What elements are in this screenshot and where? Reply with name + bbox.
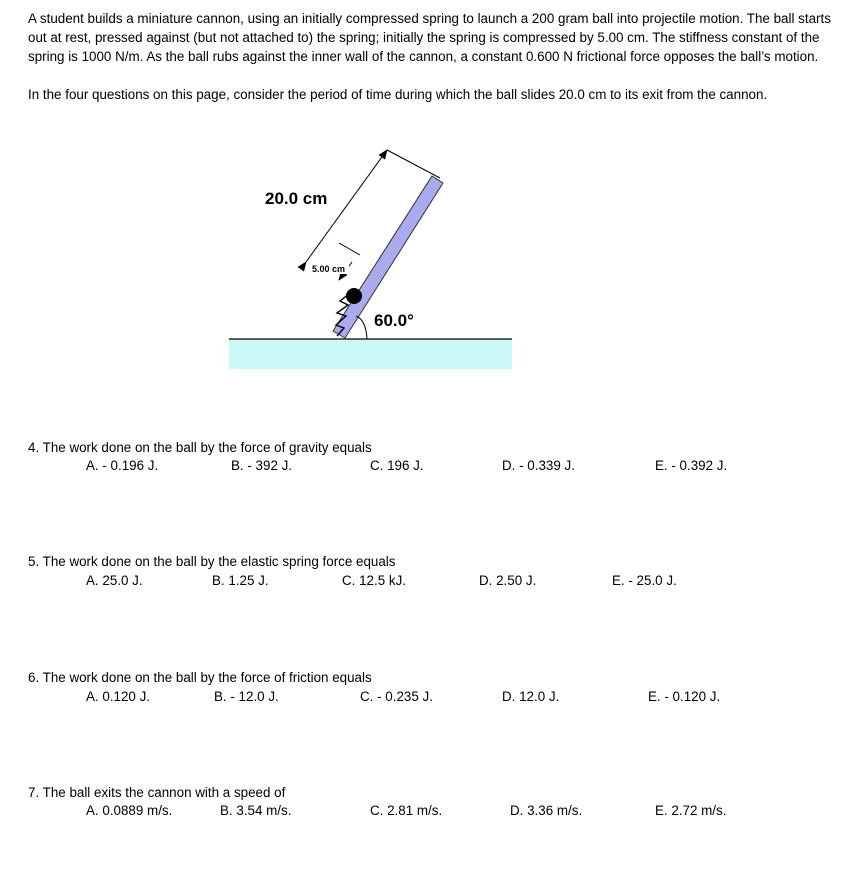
question-4-choice-b[interactable]: B. - 392 J. [231, 458, 293, 473]
question-4-choice-e[interactable]: E. - 0.392 J. [655, 458, 728, 473]
angle-label: 60.0° [374, 311, 414, 330]
question-5-choice-c[interactable]: C. 12.5 kJ. [342, 573, 407, 588]
question-5: 5. The work done on the ball by the elastic spring force equals [28, 554, 396, 569]
question-5-choice-d[interactable]: D. 2.50 J. [479, 573, 537, 588]
length-extension-line [387, 150, 440, 178]
question-6-choice-b[interactable]: B. - 12.0 J. [214, 689, 279, 704]
question-6-choice-d[interactable]: D. 12.0 J. [502, 689, 560, 704]
intro-paragraph-1: A student builds a miniature cannon, using an initially compressed spring to launch a 200 gram ball into projectile motion. The ball starts out at rest, pressed against (but not attached to) the spring; initially the spring is compressed by 5.00 cm. The stiffness constant of the spring is 1000 N/m. As the ball rubs against the inner wall of the cannon, a constant 0.600 N frictional force opposes the ball’s motion. [28, 11, 831, 64]
question-5-choice-e[interactable]: E. - 25.0 J. [612, 573, 677, 588]
question-5-choice-b[interactable]: B. 1.25 J. [212, 573, 269, 588]
question-4-choice-c[interactable]: C. 196 J. [370, 458, 424, 473]
ground [229, 339, 512, 369]
compression-label: 5.00 cm [312, 264, 346, 274]
intro-paragraph-2: In the four questions on this page, consider the period of time during which the ball slides 20.0 cm to its exit from the cannon. [28, 87, 768, 102]
question-4-choice-a[interactable]: A. - 0.196 J. [86, 458, 159, 473]
question-6-choice-a[interactable]: A. 0.120 J. [86, 689, 151, 704]
question-5-choice-a[interactable]: A. 25.0 J. [86, 573, 143, 588]
question-6-choice-e[interactable]: E. - 0.120 J. [648, 689, 721, 704]
question-7-choice-b[interactable]: B. 3.54 m/s. [220, 803, 292, 818]
ball [346, 288, 362, 304]
angle-arc [356, 316, 367, 339]
question-6-choice-c[interactable]: C. - 0.235 J. [360, 689, 433, 704]
length-label: 20.0 cm [265, 189, 328, 208]
question-4-choice-d[interactable]: D. - 0.339 J. [502, 458, 575, 473]
question-7: 7. The ball exits the cannon with a speed of [28, 785, 286, 800]
compression-extension-line [339, 243, 360, 255]
question-7-choice-a[interactable]: A. 0.0889 m/s. [86, 803, 173, 818]
question-7-choice-d[interactable]: D. 3.36 m/s. [510, 803, 583, 818]
question-7-choice-e[interactable]: E. 2.72 m/s. [655, 803, 727, 818]
question-4: 4. The work done on the ball by the force of gravity equals [28, 440, 372, 455]
question-7-choice-c[interactable]: C. 2.81 m/s. [370, 803, 443, 818]
question-6: 6. The work done on the ball by the force of friction equals [28, 670, 372, 685]
